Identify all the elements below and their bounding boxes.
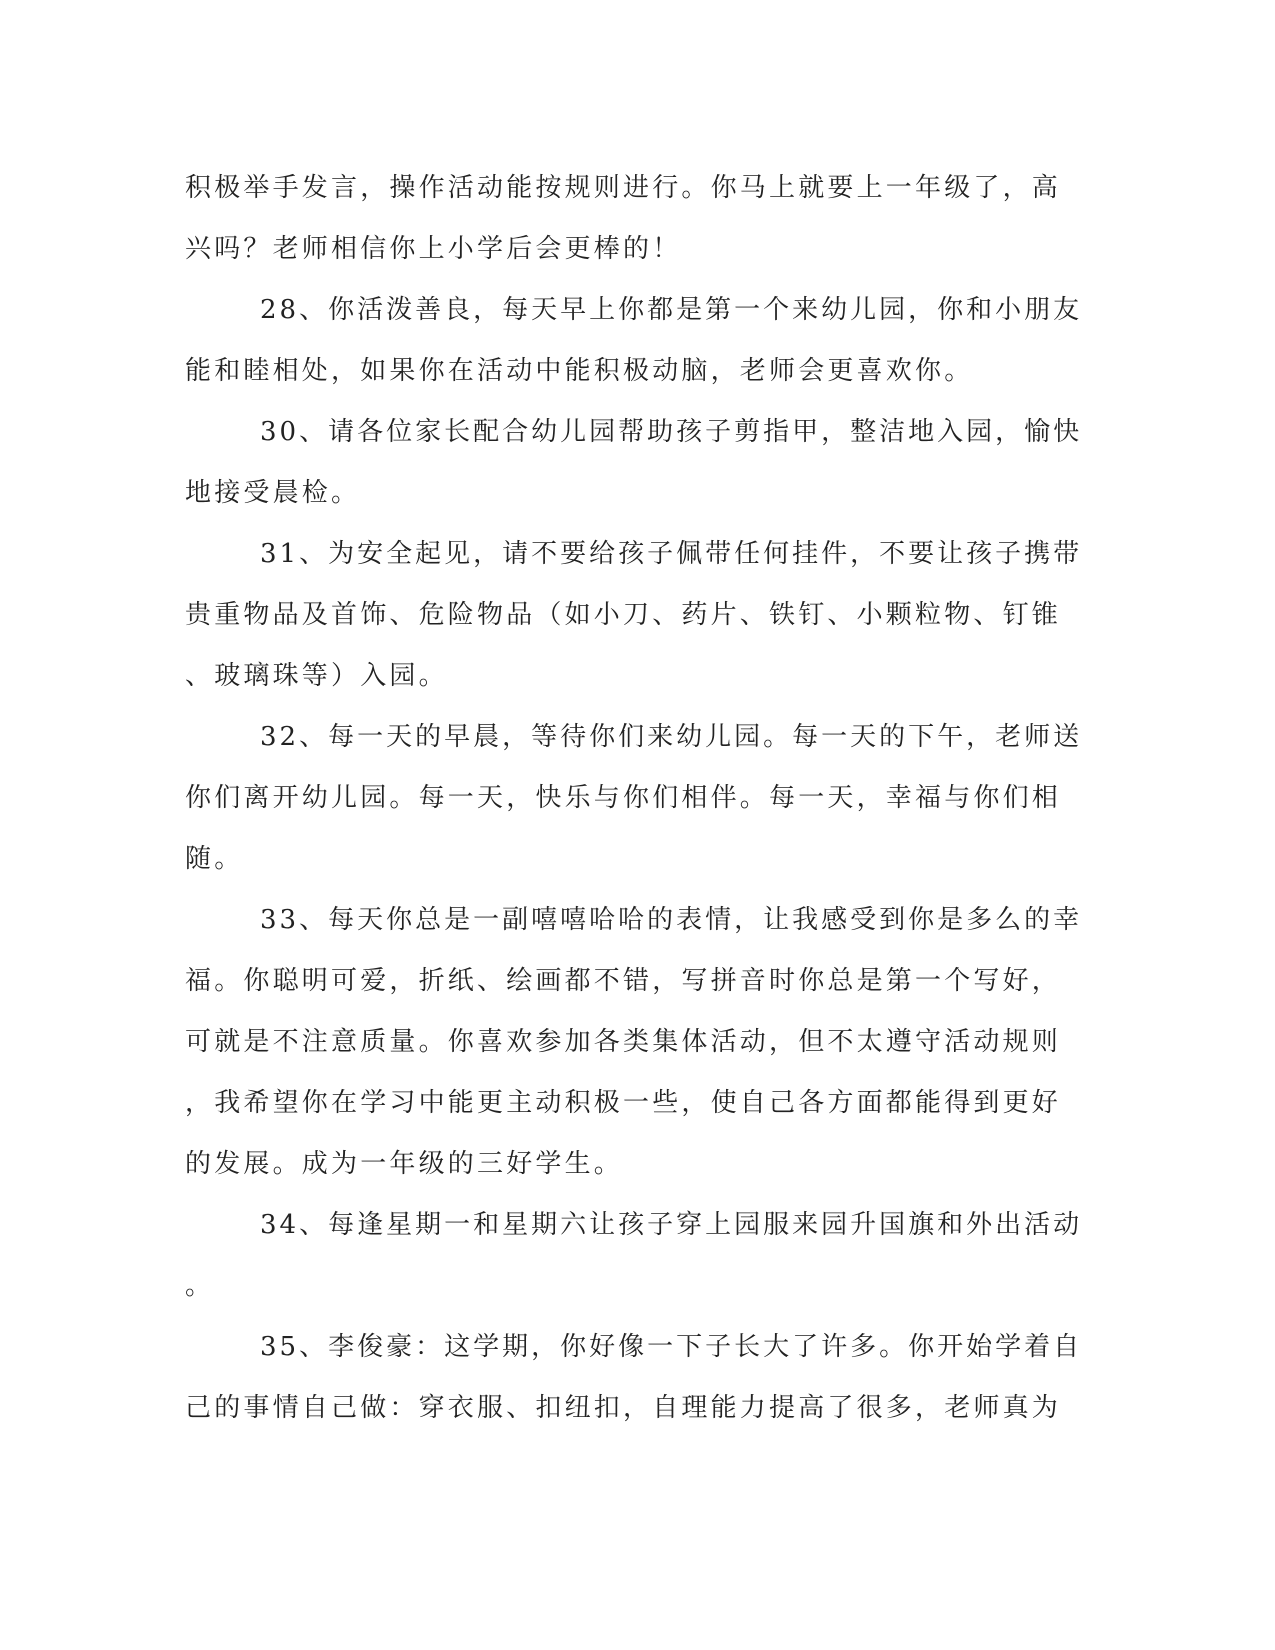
text-line: 随。 [185,844,244,874]
paragraph-33-start: 33、每天你总是一副嘻嘻哈哈的表情，让我感受到你是多么的幸 [260,905,1083,935]
text-line: 贵重物品及首饰、危险物品（如小刀、药片、铁钉、小颗粒物、钉锥 [185,600,1062,630]
text-line: 积极举手发言，操作活动能按规则进行。你马上就要上一年级了，高 [185,173,1062,203]
text-line: 、玻璃珠等）入园。 [185,661,448,691]
text-line: 你们离开幼儿园。每一天，快乐与你们相伴。每一天，幸福与你们相 [185,783,1062,813]
paragraph-31-start: 31、为安全起见，请不要给孩子佩带任何挂件，不要让孩子携带 [260,539,1083,569]
paragraph-28-start: 28、你活泼善良，每天早上你都是第一个来幼儿园，你和小朋友 [260,295,1083,325]
paragraph-35-start: 35、李俊豪：这学期，你好像一下子长大了许多。你开始学着自 [260,1332,1083,1362]
document-body [185,158,1085,1439]
text-line: 能和睦相处，如果你在活动中能积极动脑，老师会更喜欢你。 [185,356,974,386]
text-line: ，我希望你在学习中能更主动积极一些，使自己各方面都能得到更好 [185,1088,1062,1118]
text-line: 可就是不注意质量。你喜欢参加各类集体活动，但不太遵守活动规则 [185,1027,1062,1057]
text-line: 己的事情自己做：穿衣服、扣纽扣，自理能力提高了很多，老师真为 [185,1393,1062,1423]
text-line: 地接受晨检。 [185,478,361,508]
text-line: 的发展。成为一年级的三好学生。 [185,1149,624,1179]
text-line: 兴吗？老师相信你上小学后会更棒的！ [185,234,682,264]
paragraph-32-start: 32、每一天的早晨，等待你们来幼儿园。每一天的下午，老师送 [260,722,1083,752]
paragraph-30-start: 30、请各位家长配合幼儿园帮助孩子剪指甲，整洁地入园，愉快 [260,417,1083,447]
text-line: 福。你聪明可爱，折纸、绘画都不错，写拼音时你总是第一个写好， [185,966,1062,996]
text-line: 。 [185,1271,215,1301]
paragraph-34-start: 34、每逢星期一和星期六让孩子穿上园服来园升国旗和外出活动 [260,1210,1083,1240]
